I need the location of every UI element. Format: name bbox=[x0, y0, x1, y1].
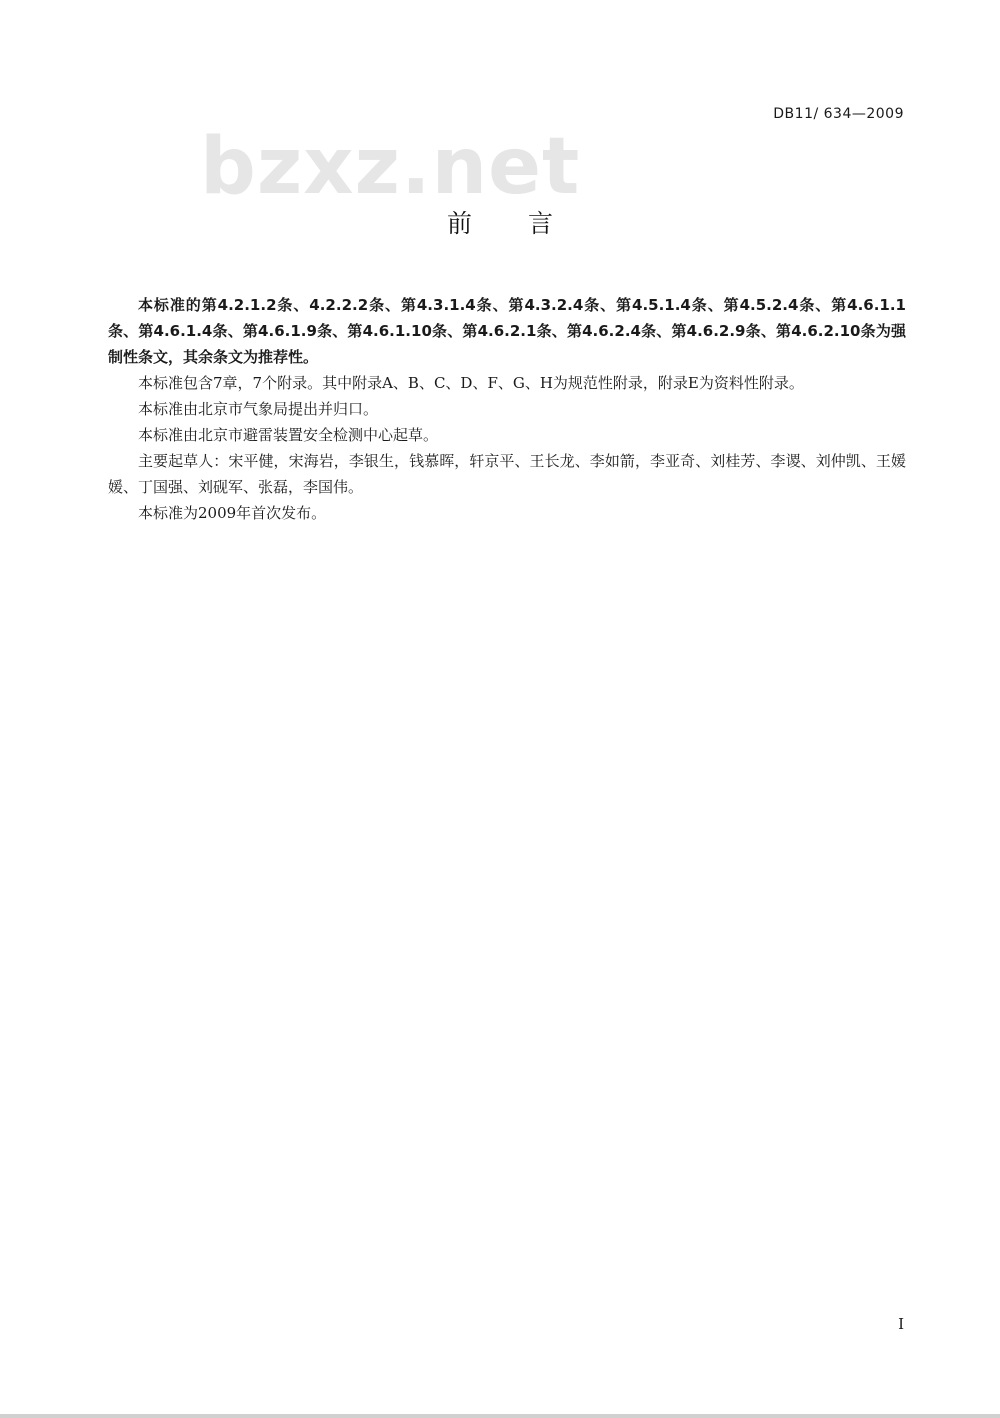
preface-body bbox=[108, 292, 906, 526]
drafter-organization-paragraph: 本标准由北京市避雷装置安全检测中心起草。 bbox=[138, 426, 439, 444]
watermark: bzxz.net bbox=[200, 122, 581, 212]
proposer-paragraph: 本标准由北京市气象局提出并归口。 bbox=[138, 400, 379, 418]
mandatory-clauses-paragraph: 本标准的第4.2.1.2条、4.2.2.2条、第4.3.1.4条、第4.3.2.4条、第4.5.1.4条、第4.5.2.4条、第4.6.1.1条、第4.6.1.4条、第4.6.1.9条、第4.6.1.10条、第4.6.2.1条、第4.6.2.4条、第4.6.2.9条、第4.6.2.10条为强制性条文，其余条文为推荐性。 bbox=[108, 296, 906, 366]
page-title: 前言 bbox=[446, 209, 609, 238]
chapters-annex-paragraph: 本标准包含7章，7个附录。其中附录A、B、C、D、F、G、H为规范性附录，附录E为资料性附录。 bbox=[138, 374, 804, 392]
drafters-paragraph: 主要起草人：宋平健，宋海岩，李银生，钱慕晖，轩京平、王长龙、李如箭，李亚奇、刘桂芳、李谡、刘仲凯、王媛媛、丁国强、刘砚军、张磊，李国伟。 bbox=[108, 452, 906, 496]
first-release-paragraph: 本标准为2009年首次发布。 bbox=[138, 504, 327, 522]
page-number: I bbox=[898, 1315, 904, 1333]
page-bottom-edge bbox=[0, 1414, 1000, 1418]
document-code: DB11/ 634—2009 bbox=[773, 106, 904, 122]
